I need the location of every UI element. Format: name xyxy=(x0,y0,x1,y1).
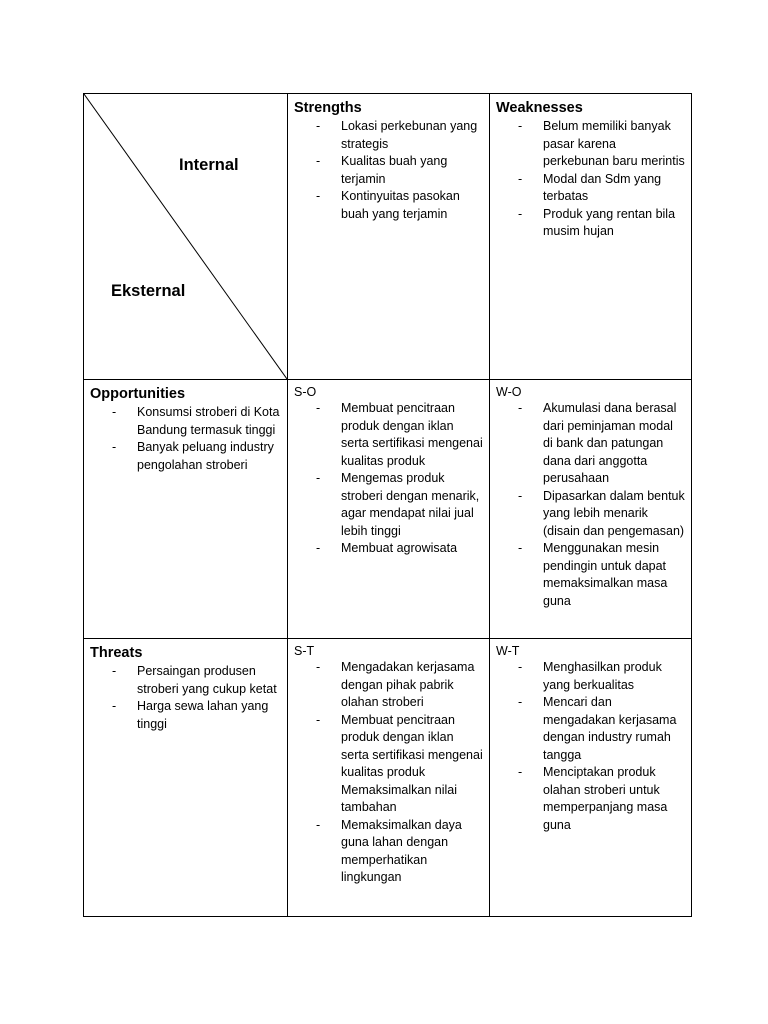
list-item: - Lokasi perkebunan yang strategis xyxy=(294,118,483,153)
threats-cell xyxy=(84,639,288,917)
strengths-list xyxy=(294,118,483,223)
eksternal-label: Eksternal xyxy=(111,282,186,300)
list-item: - Mengemas produk stroberi dengan menarik, agar mendapat nilai jual lebih tinggi xyxy=(294,470,483,540)
weaknesses-list xyxy=(496,118,685,241)
list-item: - Mengadakan kerjasama dengan pihak pabrik olahan stroberi xyxy=(294,659,483,712)
list-item: - Menggunakan mesin pendingin untuk dapat memaksimalkan masa guna xyxy=(496,540,685,610)
st-list xyxy=(294,659,483,887)
st-cell xyxy=(288,639,490,917)
so-list xyxy=(294,400,483,558)
weaknesses-cell xyxy=(490,94,692,380)
wt-code: W-T xyxy=(496,644,520,658)
opportunities-list xyxy=(90,404,281,474)
list-item: - Kontinyuitas pasokan buah yang terjamin xyxy=(294,188,483,223)
list-item: - Konsumsi stroberi di Kota Bandung termasuk tinggi xyxy=(90,404,281,439)
st-code: S-T xyxy=(294,644,315,658)
strengths-title: Strengths xyxy=(294,100,362,116)
wo-list xyxy=(496,400,685,610)
list-item: - Modal dan Sdm yang terbatas xyxy=(496,171,685,206)
so-code: S-O xyxy=(294,385,317,399)
list-item: - Membuat pencitraan produk dengan iklan serta sertifikasi mengenai kualitas produk xyxy=(294,400,483,470)
wt-cell xyxy=(490,639,692,917)
wt-list xyxy=(496,659,685,834)
list-item: - Menghasilkan produk yang berkualitas xyxy=(496,659,685,694)
opportunities-cell xyxy=(84,380,288,639)
wo-cell xyxy=(490,380,692,639)
internal-label: Internal xyxy=(179,156,239,174)
wo-code: W-O xyxy=(496,385,522,399)
list-item: - Persaingan produsen stroberi yang cukup ketat xyxy=(90,663,281,698)
threats-title: Threats xyxy=(90,645,143,661)
list-item: - Membuat agrowisata xyxy=(294,540,483,558)
list-item: - Produk yang rentan bila musim hujan xyxy=(496,206,685,241)
diagonal-divider xyxy=(84,94,287,379)
list-item: - Menciptakan produk olahan stroberi untuk memperpanjang masa guna xyxy=(496,764,685,834)
list-item: - Belum memiliki banyak pasar karena perkebunan baru merintis xyxy=(496,118,685,171)
so-cell xyxy=(288,380,490,639)
list-item: - Banyak peluang industry pengolahan stroberi xyxy=(90,439,281,474)
list-item: - Membuat pencitraan produk dengan iklan serta sertifikasi mengenai kualitas produk Memaksimalkan nilai tambahan xyxy=(294,712,483,817)
list-item: - Mencari dan mengadakan kerjasama dengan industry rumah tangga xyxy=(496,694,685,764)
opportunities-title: Opportunities xyxy=(90,386,186,402)
swot-matrix xyxy=(83,93,692,917)
strengths-cell xyxy=(288,94,490,380)
list-item: - Harga sewa lahan yang tinggi xyxy=(90,698,281,733)
list-item: - Akumulasi dana berasal dari peminjaman modal di bank dan patungan dana dari anggotta perusahaan xyxy=(496,400,685,488)
threats-list xyxy=(90,663,281,733)
list-item: - Memaksimalkan daya guna lahan dengan memperhatikan lingkungan xyxy=(294,817,483,887)
weaknesses-title: Weaknesses xyxy=(496,100,583,116)
corner-cell xyxy=(84,94,288,380)
list-item: - Dipasarkan dalam bentuk yang lebih menarik (disain dan pengemasan) xyxy=(496,488,685,541)
list-item: - Kualitas buah yang terjamin xyxy=(294,153,483,188)
